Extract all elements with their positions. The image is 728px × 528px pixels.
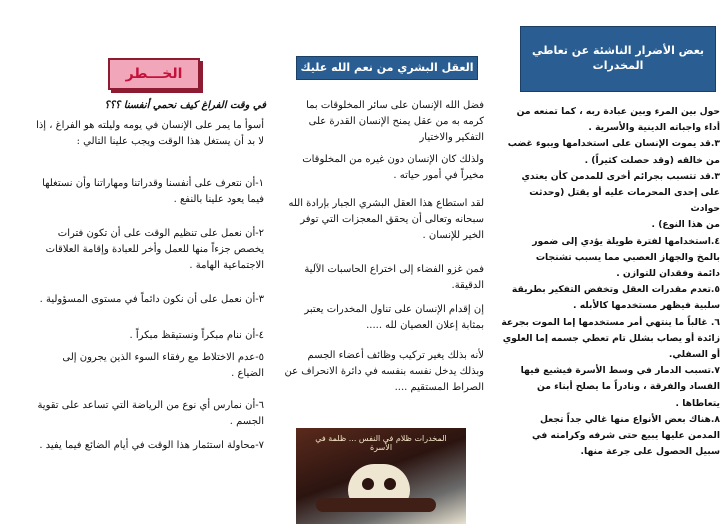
hand-icon — [316, 498, 436, 512]
left-heading: في وقت الفراغ كيف نحمي أنفسنا ؟؟؟ — [104, 100, 266, 111]
list-item: من هذا النوع) . — [651, 219, 720, 231]
list-item: ٣.قد يموت الإنسان على استخدامها ويبوء غضب — [507, 138, 720, 150]
list-item: ٧.تسبب الدمار في وسط الأسرة فيشيع فيها — [520, 365, 720, 377]
list-item: يتعاطاها . — [675, 397, 720, 409]
left-item-6: ٦-أن نمارس أي نوع من الرياضة التي تساعد على تقوية الجسم . — [37, 400, 264, 427]
left-item-4: ٤-أن ننام مبكراً ونستيقظ مبكراً . — [129, 330, 264, 341]
list-item: حول بين المرء وبين عبادة ربه ، كما تمنعه من — [516, 106, 720, 117]
list-item: من خالقه (وقد حصلت كثيراً) . — [584, 154, 720, 166]
left-item-7: ٧-محاولة استثمار هذا الوقت في أيام الضائع فيما يفيد . — [39, 440, 264, 451]
mid-paragraph-1: فضل الله الإنسان على سائر المخلوقات بما كرمه به من عقل يمنح الإنسان القدرة على التفكير والاختيار — [306, 100, 484, 143]
list-item: سلبية فيظهر مستخدمها كالأبله . — [573, 300, 720, 312]
mid-paragraph-6: لأنه بذلك يغير تركيب وظائف أعضاء الجسم وبذلك يدخل نفسه بنفسه في دائرة الانحراف عن الصراط المستقيم .... — [284, 350, 484, 393]
harms-list — [498, 104, 720, 460]
list-item: أداء واجباته الدينية والأسرية . — [588, 122, 720, 134]
list-item: ٤.استخدامها لفترة طويلة يؤدي إلى ضمور — [532, 235, 720, 247]
list-item: سبيل الحصول على جرعة منها. — [580, 446, 720, 458]
left-item-5: ٥-عدم الاختلاط مع رفقاء السوء الذين يجرون إلى الضياع . — [62, 352, 264, 379]
list-item: بالمخ والجهاز العصبي مما يسبب تشنجات — [535, 251, 720, 263]
middle-panel-title: العقل البشري من نعم الله عليك — [296, 56, 478, 80]
list-item: ٣.قد تتسبب بجرائم أخرى للمدمن كأن يعتدي — [521, 170, 720, 182]
left-item-1: ١-أن نتعرف على أنفسنا وقدراتنا ومهاراتنا وأن نستغلها فيما يعود علينا بالنفع . — [42, 178, 264, 205]
mid-paragraph-5: إن إقدام الإنسان على تناول المخدرات يعتبر بمثابة إعلان العصيان لله ..... — [304, 304, 484, 331]
mid-paragraph-3: لقد استطاع هذا العقل البشري الجبار بإرادة الله سبحانه وتعالى أن يحقق المعجزات التي توفر الخير للإنسان . — [288, 198, 484, 241]
list-item: أو السفلي. — [668, 349, 720, 361]
left-item-3: ٣-أن نعمل على أن نكون دائماً في مستوى المسؤولية . — [39, 294, 264, 305]
list-item: ٦. غالباً ما ينتهي أمر مستخدمها إما الموت بجرعة — [501, 316, 720, 328]
book-cover-text: المخدرات ظلام في النفس ... ظلمة في الأسرة — [315, 434, 447, 452]
book-cover-image — [296, 428, 466, 524]
mid-paragraph-4: فمن غزو الفضاء إلى اختراع الحاسبات الآلية الدقيقة. — [304, 264, 484, 291]
list-item: زائدة أو يصاب بشلل تام تعطي جسمه إما العلوي — [502, 332, 720, 344]
left-intro: أسوأ ما يمر على الإنسان في يومه وليلته هو الفراغ ، إذا لا بد أن يستغل هذا الوقت ويجب علينا التالي : — [36, 120, 264, 147]
list-item: ٥.تعدم مقدرات العقل وتخفض التفكير بطريقة — [511, 284, 720, 296]
danger-title: الخـــطر — [108, 58, 200, 90]
list-item: على إحدى المحرمات عليه أو يقتل (وحدثت حوادث — [529, 187, 720, 215]
list-item: المدمن عليها يبيع حتى شرفه وكرامته في — [532, 430, 720, 442]
right-title-line1: بعض الأضرار الناشئة عن تعاطي — [531, 44, 705, 57]
right-panel-title — [520, 26, 716, 92]
list-item: الفساد والفرقة ، ونادراً ما يصلح أبناء من — [536, 381, 720, 393]
mid-paragraph-2: ولذلك كان الإنسان دون غيره من المخلوقات مخيراً في أمور حياته . — [302, 154, 484, 181]
list-item: دائمة وفقدان للتوازن . — [616, 268, 720, 280]
left-item-2: ٢-أن نعمل على تنظيم الوقت على أن تكون فترات يخصص جزءاً منها للعمل وأخر للعبادة وإقامة العلاقات الاجتماعية الهامة . — [45, 228, 264, 271]
list-item: ٨.هناك بعض الأنواع منها غالي جداً تجعل — [539, 413, 720, 425]
right-title-line2: المخدرات — [592, 59, 644, 72]
